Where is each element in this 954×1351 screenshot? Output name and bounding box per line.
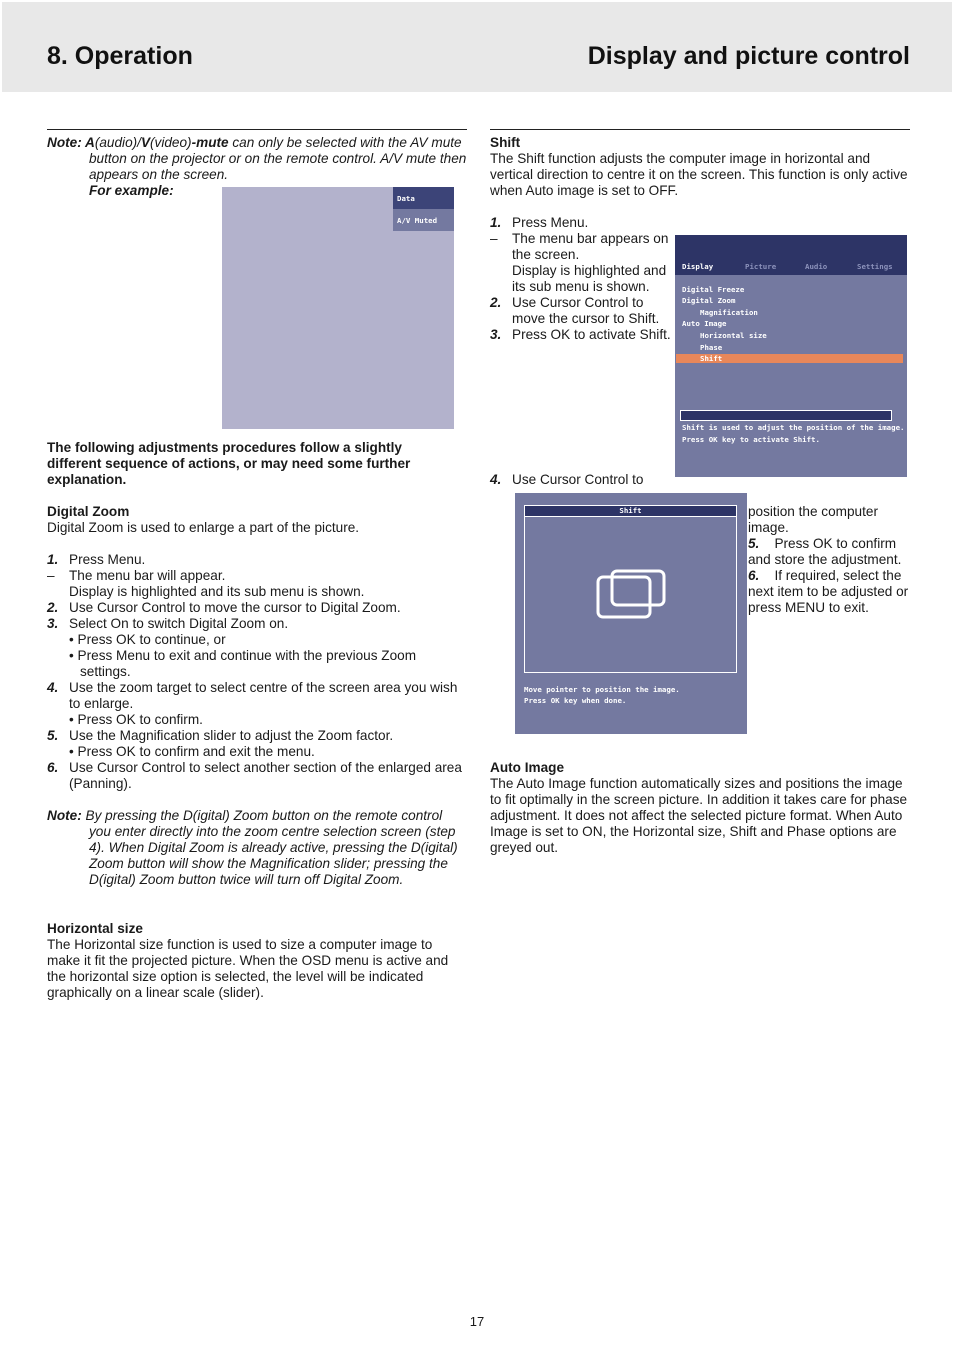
- menu-item-magnification: Magnification: [700, 308, 758, 317]
- shift-icon: [595, 568, 667, 620]
- list-item: Display is highlighted and its sub menu is shown.: [69, 584, 365, 599]
- mute-note: Note: A(audio)/V(video)-mute can only be selected with the AV mute button on the projector or on the remote control. A/V mute then appears on the screen. For example:: [47, 135, 469, 199]
- horizontal-size-title: Horizontal size: [47, 921, 143, 936]
- for-example-label: For example:: [89, 183, 174, 198]
- menu-item-digital-freeze: Digital Freeze: [682, 285, 745, 294]
- display-menu-screen: [675, 235, 907, 477]
- menu-help-line2: Press OK key to activate Shift.: [682, 435, 820, 444]
- list-item: 6. Use Cursor Control to select another section of the enlarged area (Panning).: [47, 760, 462, 791]
- digital-zoom-section: [47, 504, 467, 888]
- section-title: Display and picture control: [587, 42, 910, 70]
- mute-menu-item-muted: A/V Muted: [393, 209, 454, 231]
- list-item: • Press OK to confirm and exit the menu.: [69, 744, 315, 759]
- auto-image-section: [490, 760, 910, 856]
- shift-help-line1: Move pointer to position the image.: [524, 685, 680, 694]
- list-item: 1. Press Menu.: [490, 215, 589, 230]
- shift-section: [490, 135, 910, 199]
- list-item: 3. Select On to switch Digital Zoom on.: [47, 616, 289, 631]
- menu-item-digital-zoom: Digital Zoom: [682, 296, 736, 305]
- list-item: 4. Use Cursor Control to: [490, 472, 644, 487]
- digital-zoom-desc: Digital Zoom is used to enlarge a part of the picture.: [47, 520, 360, 535]
- shift-desc: The Shift function adjusts the computer image in horizontal and vertical direction to centre it on the screen. This function is only active when Auto image is set to OFF.: [490, 151, 908, 198]
- page-header: [2, 2, 952, 92]
- digital-zoom-title: Digital Zoom: [47, 504, 130, 519]
- av-mute-screen: [222, 187, 454, 429]
- list-item: • Press Menu to exit and continue with the previous Zoom settings.: [69, 648, 417, 679]
- auto-image-title: Auto Image: [490, 760, 565, 775]
- menu-item-horizontal-size: Horizontal size: [700, 331, 767, 340]
- mute-menu-item-data: Data: [393, 187, 454, 209]
- shift-step-4: [490, 472, 673, 488]
- menu-item-phase: Phase: [700, 343, 723, 352]
- list-item: • Press OK to continue, or: [69, 632, 226, 647]
- horizontal-size-section: [47, 921, 465, 1001]
- shift-title-bar: Shift: [524, 505, 737, 517]
- tab-audio: Audio: [805, 262, 828, 271]
- list-item: – The menu bar appears on the screen.: [490, 231, 669, 262]
- shift-title: Shift: [490, 135, 521, 150]
- adjustments-intro: The following adjustments procedures follow a slightly different sequence of actions, or may need some further explanation.: [47, 440, 411, 487]
- shift-help-line2: Press OK key when done.: [524, 696, 627, 705]
- horizontal-size-desc: The Horizontal size function is used to size a computer image to make it fit the projected picture. When the OSD menu is active and the horizontal size option is selected, the level will be indicated graphically on a linear scale (slider).: [47, 937, 449, 1000]
- shift-adjust-screen: [515, 493, 747, 734]
- list-item: 4. Use the zoom target to select centre of the screen area you wish to enlarge.: [47, 680, 458, 711]
- digital-zoom-note: Note: By pressing the D(igital) Zoom button on the remote control you enter directly into the zoom centre selection screen (step 4). When Digital Zoom is already active, pressing the D(igital) Zoom button will show the Magnification slider; pressing the D(igital) Zoom button twice will turn off Digital Zoom.: [47, 808, 458, 887]
- shift-steps: [490, 215, 673, 343]
- note-label: Note:: [47, 135, 86, 150]
- list-item: 5. Press OK to confirm and store the adjustment.: [748, 536, 902, 567]
- list-item: 2. Use Cursor Control to move the cursor to Shift.: [490, 295, 660, 326]
- list-item: 2. Use Cursor Control to move the cursor to Digital Zoom.: [47, 600, 401, 615]
- list-item: • Press OK to confirm.: [69, 712, 203, 727]
- menu-item-shift: Shift: [700, 354, 723, 363]
- menu-help-box: [680, 410, 892, 421]
- list-item: – The menu bar will appear.: [47, 568, 226, 583]
- tab-picture: Picture: [745, 262, 777, 271]
- list-item: 1. Press Menu.: [47, 552, 146, 567]
- chapter-title: 8. Operation: [47, 42, 193, 70]
- shift-steps-continued: position the computer image. 5. Press OK to confirm and store the adjustment. 6. If required, select the next item to be adjusted or press MENU to exit.: [748, 504, 912, 616]
- tab-display: Display: [682, 262, 714, 271]
- right-column-rule: [490, 129, 910, 130]
- tab-settings: Settings: [857, 262, 893, 271]
- menu-item-auto-image: Auto Image: [682, 319, 727, 328]
- menu-help-line1: Shift is used to adjust the position of the image.: [682, 423, 905, 432]
- left-column-rule: [47, 129, 467, 130]
- page-number: 17: [469, 1314, 485, 1329]
- list-item: Display is highlighted and its sub menu is shown.: [512, 263, 667, 294]
- list-item: 5. Use the Magnification slider to adjust the Zoom factor.: [47, 728, 394, 743]
- list-item: 6. If required, select the next item to be adjusted or press MENU to exit.: [748, 568, 909, 615]
- auto-image-desc: The Auto Image function automatically sizes and positions the image to fit optimally in the screen picture. In addition it takes care for phase adjustment. It does not affect the selected picture format. When Auto Image is set to ON, the Horizontal size, Shift and Phase options are greyed out.: [490, 776, 908, 855]
- list-item: 3. Press OK to activate Shift.: [490, 327, 671, 342]
